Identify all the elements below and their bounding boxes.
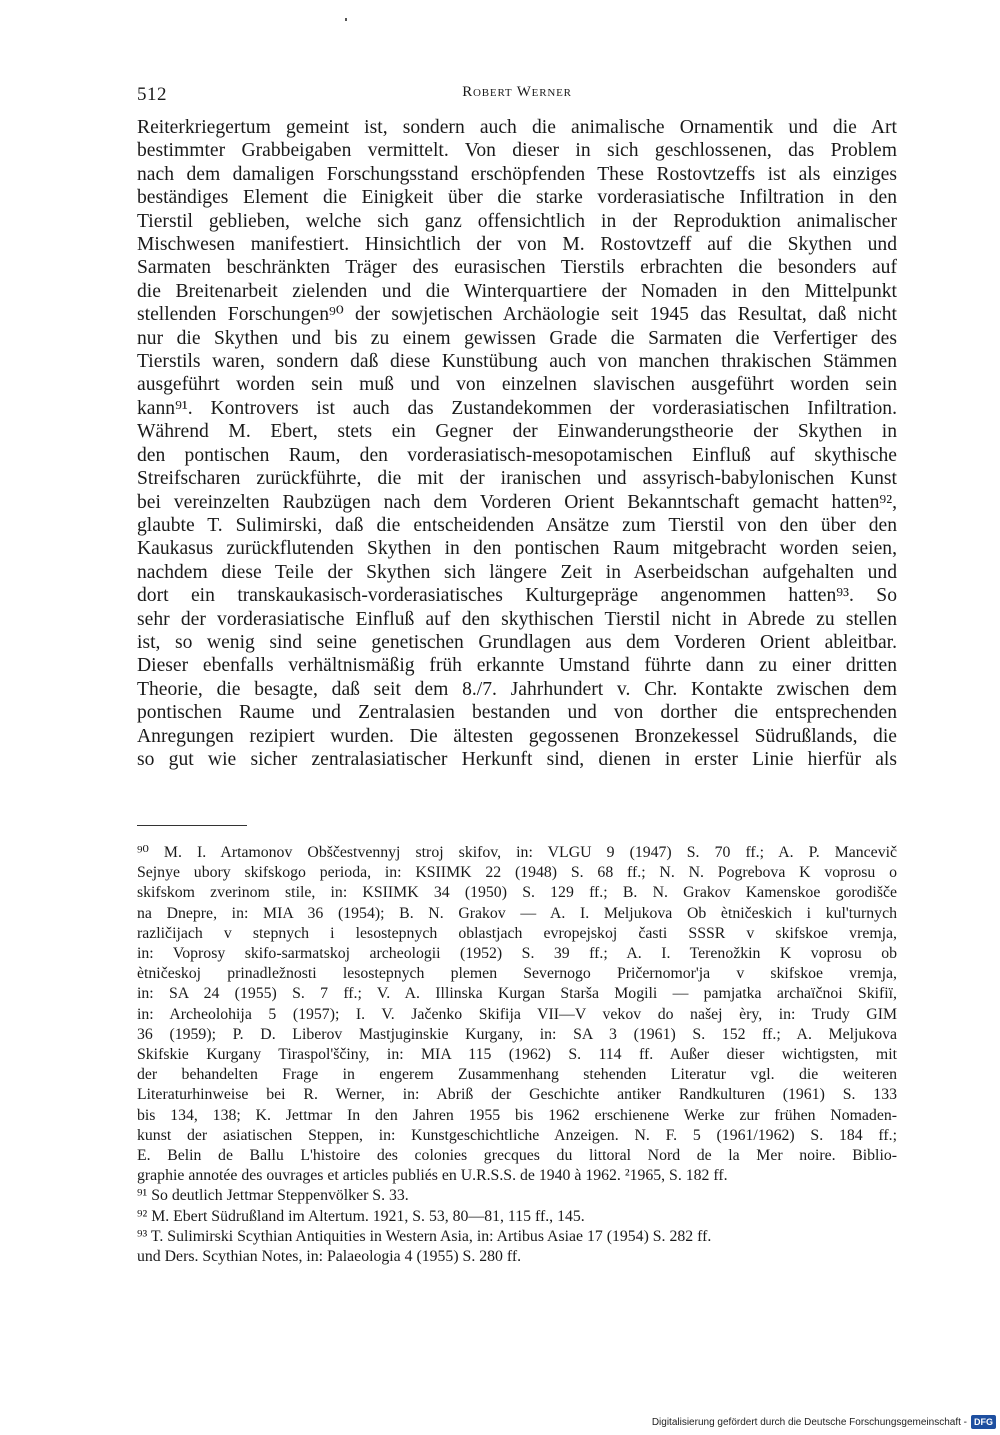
footnote-line: E. Belin de Ballu L'histoire des colonies grecques du littoral Nord de la Mer noire. Biblio-: [137, 1147, 897, 1165]
footnote-line: kunst der asiatischen Steppen, in: Kunstgeschichtliche Anzeigen. N. F. 5 (1961/1962) S. 184 ff.;: [137, 1126, 897, 1144]
body-line: bestimmter Grabbeigaben vermittelt. Von dieser in sich geschlossenen, das Problem: [137, 140, 897, 162]
body-line: kann⁹¹. Kontrovers ist auch das Zustandekommen der vorderasiatischen Infiltration.: [137, 397, 897, 419]
footnote-line: Sejnye ubory skifskogo perioda, in: KSIIMK 22 (1948) S. 68 ff.; N. N. Pogrebova K voprosu o: [137, 864, 897, 882]
body-line: den pontischen Raum, den vorderasiatisch-mesopotamischen Einfluß auf skythische: [137, 444, 897, 466]
footnote-line: ⁹³ T. Sulimirski Scythian Antiquities in Western Asia, in: Artibus Asiae 17 (1954) S. 282 ff.: [137, 1227, 712, 1245]
body-line: nur die Skythen und bis zu einem gewissen Grade die Sarmaten die Verfertiger des: [137, 327, 897, 349]
body-line: beständiges Element die Einigkeit über die starke vorderasiatische Infiltration in den: [137, 187, 897, 209]
body-line: Kaukasus zurückflutenden Skythen in den pontischen Raum mitgebracht worden seien,: [137, 538, 897, 560]
footnote-rule: [137, 825, 247, 826]
footnote-line: ètničeskoj prinadležnosti lesostepnych plemen Severnogo Pričernomor'ja v skifskoe vremja,: [137, 965, 897, 983]
scan-speck: [345, 18, 347, 21]
body-line: stellenden Forschungen⁹⁰ der sowjetischen Archäologie seit 1945 das Resultat, daß nicht: [137, 304, 897, 326]
footnote-line: skifskom zverinom stile, in: KSIIMK 34 (1950) S. 129 ff.; B. N. Grakov Kamenskoe gorodišče: [137, 884, 897, 902]
digitization-credit: [652, 1413, 996, 1431]
footnote-line: der behandelten Frage in engerem Zusammenhang stehenden Literatur vgl. die weiteren: [137, 1066, 897, 1084]
body-line: Sarmaten beschränkten Träger des eurasischen Tierstils erbrachten die besonders auf: [137, 257, 897, 279]
body-line: nachdem diese Teile der Skythen sich längere Zeit in Aserbeidschan aufgehalten und: [137, 561, 897, 583]
dfg-logo-icon: DFG: [971, 1415, 996, 1429]
body-line: glaubte T. Sulimirski, daß die entscheidenden Ansätze zum Tierstil von den über den: [137, 514, 897, 536]
body-line: so gut wie sicher zentralasiatischer Herkunft sind, dienen in erster Linie hierfür als: [137, 748, 897, 770]
body-line: ausgeführt worden sein muß und von einzelnen slavischen ausgeführt worden sein: [137, 374, 897, 396]
body-line: dort ein transkaukasisch-vorderasiatisches Kulturgepräge angenommen hatten⁹³. So: [137, 585, 897, 607]
body-line: ist, so wenig sind seine genetischen Grundlagen aus dem Vorderen Orient ableitbar.: [137, 631, 897, 653]
body-line: Während M. Ebert, stets ein Gegner der Einwanderungstheorie der Skythen in: [137, 421, 897, 443]
body-line: Theorie, die besagte, daß seit dem 8./7. Jahrhundert v. Chr. Kontakte zwischen dem: [137, 678, 897, 700]
body-line: sehr der vorderasiatische Einfluß auf den skythischen Tierstil nicht in Abrede zu stellen: [137, 608, 897, 630]
footnote-line: graphie annotée des ouvrages et articles publiés en U.R.S.S. de 1940 à 1962. ²1965, S. 182 ff.: [137, 1167, 728, 1185]
body-line: pontischen Raume und Zentralasien bestanden und von dorther die entsprechenden: [137, 702, 897, 724]
footnote-line: 36 (1959); P. D. Liberov Mastjuginskie Kurgany, in: SA 3 (1961) S. 152 ff.; A. Meljukova: [137, 1025, 897, 1043]
body-line: Tierstil geblieben, welche sich ganz offensichtlich in der Reproduktion animalischer: [137, 210, 897, 232]
footnote-line: ⁹⁰ M. I. Artamonov Obščestvennyj stroj skifov, in: VLGU 9 (1947) S. 70 ff.; A. P. Mancevič: [137, 844, 897, 861]
footnote-line: Literaturhinweise bei R. Werner, in: Abriß der Geschichte antiker Randkulturen (1961) S. 133: [137, 1086, 897, 1104]
body-line: die Breitenarbeit zielenden und die Winterquartiere der Nomaden in den Mittelpunkt: [137, 280, 897, 302]
body-line: Dieser ebenfalls verhältnismäßig früh erkannte Umstand führte dann zu einer dritten: [137, 655, 897, 677]
body-text: [137, 116, 897, 771]
body-line: Anregungen rezipiert wurden. Die ältesten gegossenen Bronzekessel Südrußlands, die: [137, 725, 897, 747]
footnotes: [137, 843, 897, 1267]
footnote-line: in: Voprosy skifo-sarmatskoj archeologii (1952) S. 39 ff.; A. I. Terenožkin K voprosu ob: [137, 945, 897, 963]
body-line: nach dem damaligen Forschungsstand erschöpfenden These Rostovtzeffs ist als einziges: [137, 163, 897, 185]
footnote-line: Skifskie Kurgany Tiraspol'ščiny, in: MIA 115 (1962) S. 114 ff. Außer dieser wichtigsten, mit: [137, 1046, 897, 1064]
footnote-line: ⁹² M. Ebert Südrußland im Altertum. 1921, S. 53, 80—81, 115 ff., 145.: [137, 1207, 585, 1225]
footnote-line: različijach v stepnych i lesostepnych oblastjach evropejskoj časti SSSR v skifskoe vremja,: [137, 924, 897, 942]
footnote-line: bis 134, 138; K. Jettmar In den Jahren 1955 bis 1962 erschienene Werke zur frühen Nomaden-: [137, 1106, 897, 1124]
page-number: 512: [137, 84, 167, 105]
running-title: Robert Werner: [462, 84, 572, 100]
body-line: Mischwesen manifestiert. Hinsichtlich der von M. Rostovtzeff auf die Skythen und: [137, 234, 897, 256]
running-head: [137, 84, 897, 108]
body-line: Reiterkriegertum gemeint ist, sondern auch die animalische Ornamentik und die Art: [137, 117, 897, 138]
footnote-line: ⁹¹ So deutlich Jettmar Steppenvölker S. 33.: [137, 1187, 409, 1205]
body-line: bei vereinzelten Raubzügen nach dem Vorderen Orient Bekanntschaft gemacht hatten⁹²,: [137, 491, 897, 513]
footnote-line: und Ders. Scythian Notes, in: Palaeologia 4 (1955) S. 280 ff.: [137, 1248, 522, 1266]
body-line: Tierstils waren, sondern daß diese Kunstübung auch von manchen thrakischen Stämmen: [137, 351, 897, 373]
footnote-line: na Dnepre, in: MIA 36 (1954); B. N. Grakov — A. I. Meljukova Ob ètničeskich i kul'turnych: [137, 904, 897, 922]
footnote-line: in: Archeolohija 5 (1957); I. V. Jačenko Skifija VII—V vekov do našej èry, in: Trudy GIM: [137, 1005, 897, 1023]
body-line: Streifscharen zurückführte, die mit der iranischen und assyrisch-babylonischen Kunst: [137, 468, 897, 490]
footnote-line: in: SA 24 (1955) S. 7 ff.; V. A. Illinska Kurgan Starša Mogili — pamjatka archaïčnoi Skifiï,: [137, 985, 897, 1003]
credit-text: Digitalisierung gefördert durch die Deutsche Forschungsgemeinschaft -: [651, 1416, 967, 1428]
